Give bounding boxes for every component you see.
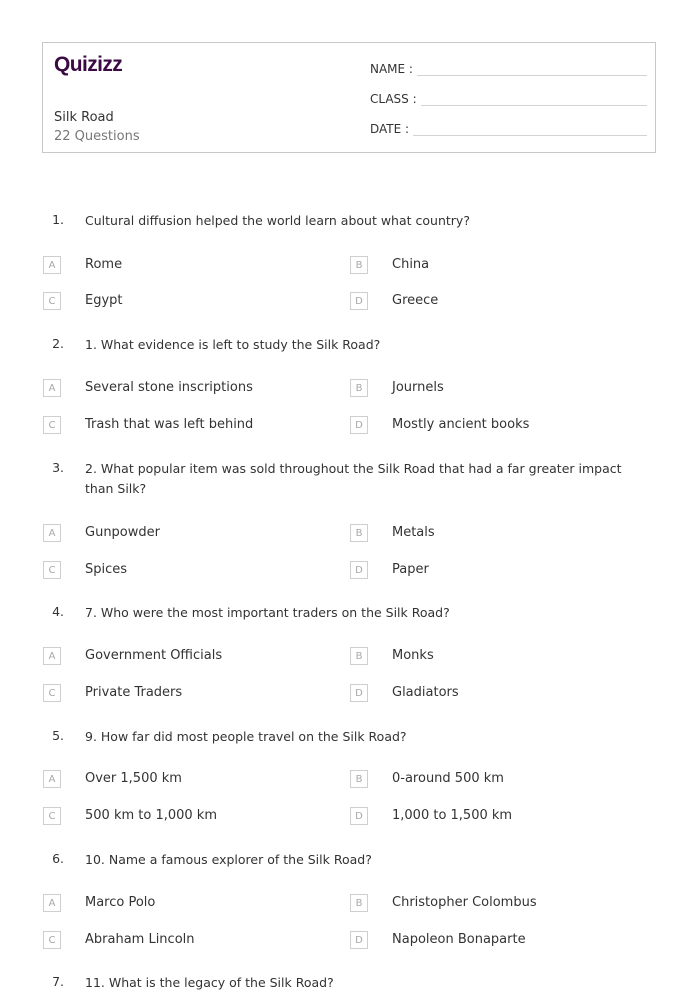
option-letter-box: D	[350, 292, 368, 310]
name-line[interactable]	[417, 61, 647, 76]
class-label: CLASS :	[370, 92, 417, 106]
class-line[interactable]	[421, 91, 647, 106]
option-text: 500 km to 1,000 km	[85, 808, 217, 823]
question-text: Cultural diffusion helped the world learn about what country?	[85, 213, 470, 228]
option-letter-box: C	[43, 416, 61, 434]
question-number: 2.	[52, 336, 64, 351]
option-text: Trash that was left behind	[85, 417, 254, 432]
option-text: Gunpowder	[85, 525, 160, 540]
option-text: Gladiators	[392, 685, 459, 700]
option-letter-box: D	[350, 561, 368, 579]
question-number: 6.	[52, 851, 64, 866]
option-text: Marco Polo	[85, 895, 156, 910]
question-text: 10. Name a famous explorer of the Silk Road?	[85, 852, 372, 867]
option-letter-box: D	[350, 684, 368, 702]
option-text: Rome	[85, 257, 123, 272]
option-text: Greece	[392, 293, 439, 308]
question-number: 3.	[52, 460, 64, 475]
question-number: 5.	[52, 728, 64, 743]
option-letter-box: D	[350, 931, 368, 949]
option-text: Private Traders	[85, 685, 183, 700]
option-letter-box: B	[350, 256, 368, 274]
option-text: Monks	[392, 648, 434, 663]
option-text: China	[392, 257, 430, 272]
option-letter-box: C	[43, 807, 61, 825]
option-letter-box: C	[43, 931, 61, 949]
question-text: 7. Who were the most important traders on the Silk Road?	[85, 605, 450, 620]
option-letter-box: B	[350, 894, 368, 912]
date-label: DATE :	[370, 122, 410, 136]
option-letter-box: D	[350, 807, 368, 825]
class-field[interactable]	[370, 91, 647, 106]
option-text: Mostly ancient books	[392, 417, 530, 432]
worksheet-header	[42, 42, 656, 153]
question-text: 11. What is the legacy of the Silk Road?	[85, 975, 334, 990]
option-letter-box: A	[43, 256, 61, 274]
name-field[interactable]	[370, 61, 647, 76]
option-letter-box: B	[350, 647, 368, 665]
date-field[interactable]	[370, 121, 647, 136]
option-text: Christopher Colombus	[392, 895, 537, 910]
option-letter-box: B	[350, 379, 368, 397]
option-text: 0-around 500 km	[392, 771, 504, 786]
quizizz-logo: Quizizz	[54, 53, 123, 76]
option-text: Abraham Lincoln	[85, 932, 195, 947]
name-label: NAME :	[370, 62, 413, 76]
question-text: 9. How far did most people travel on the Silk Road?	[85, 729, 407, 744]
option-letter-box: A	[43, 894, 61, 912]
option-text: Metals	[392, 525, 435, 540]
option-letter-box: A	[43, 770, 61, 788]
option-text: Several stone inscriptions	[85, 380, 253, 395]
option-letter-box: A	[43, 524, 61, 542]
option-letter-box: A	[43, 647, 61, 665]
option-letter-box: C	[43, 684, 61, 702]
option-text: Journels	[392, 380, 444, 395]
question-text: 1. What evidence is left to study the Silk Road?	[85, 337, 381, 352]
question-number: 1.	[52, 212, 64, 227]
option-text: Napoleon Bonaparte	[392, 932, 526, 947]
option-letter-box: B	[350, 770, 368, 788]
option-text: Egypt	[85, 293, 123, 308]
option-text: Paper	[392, 562, 429, 577]
option-letter-box: C	[43, 561, 61, 579]
option-letter-box: A	[43, 379, 61, 397]
option-text: Spices	[85, 562, 128, 577]
question-text: 2. What popular item was sold throughout the Silk Road that had a far greater impact than Silk?	[85, 461, 622, 496]
option-text: Over 1,500 km	[85, 771, 182, 786]
question-number: 7.	[52, 974, 64, 989]
question-number: 4.	[52, 604, 64, 619]
quiz-title: Silk Road	[54, 110, 114, 125]
date-line[interactable]	[413, 121, 647, 136]
option-text: 1,000 to 1,500 km	[392, 808, 513, 823]
option-letter-box: B	[350, 524, 368, 542]
option-text: Government Officials	[85, 648, 223, 663]
question-count: 22 Questions	[54, 129, 140, 144]
option-letter-box: C	[43, 292, 61, 310]
option-letter-box: D	[350, 416, 368, 434]
